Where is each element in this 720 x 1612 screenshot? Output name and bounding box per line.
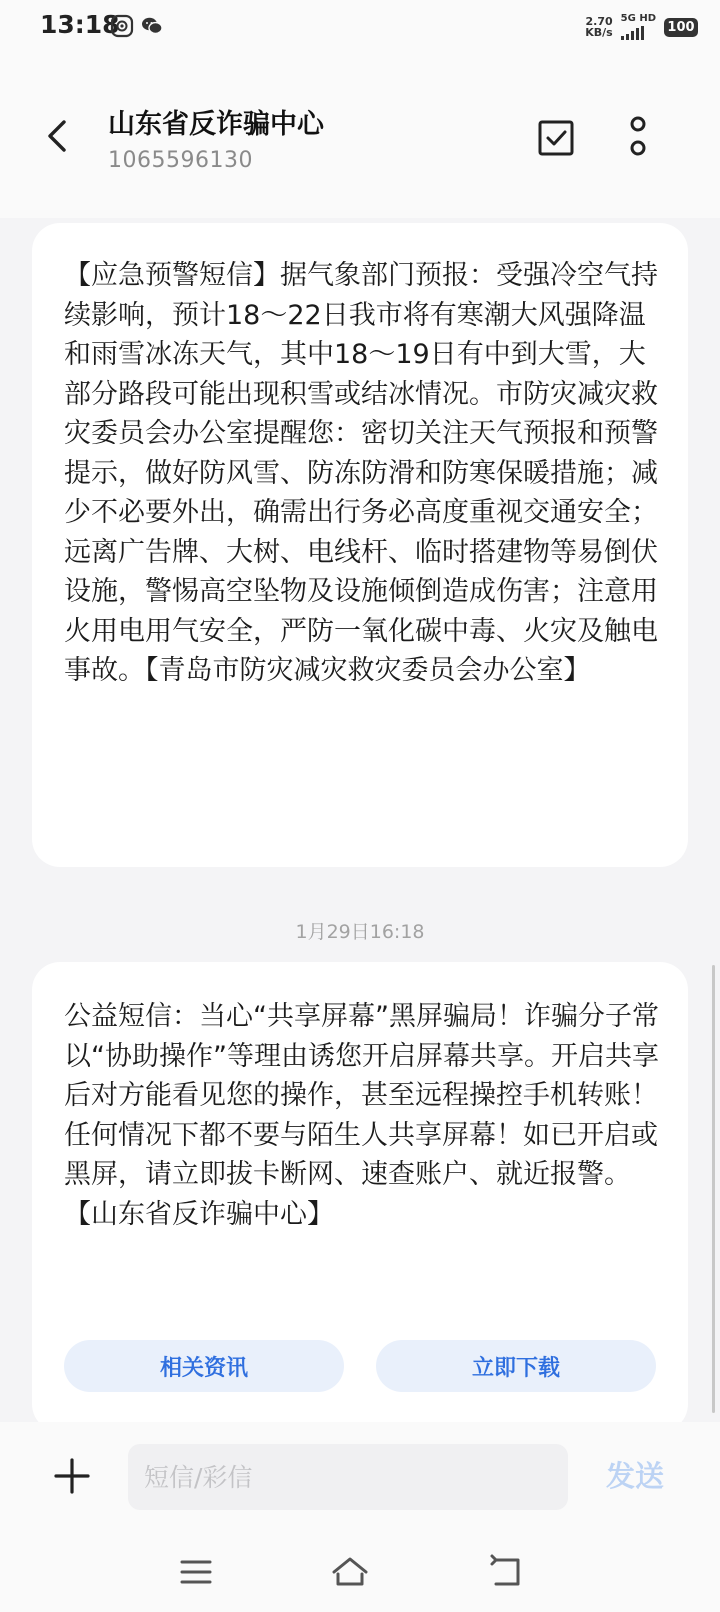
network-speed-value: 2.70 (585, 15, 613, 28)
notification-app-icon (110, 14, 134, 38)
message-text: 【应急预警短信】据气象部门预报：受强冷空气持续影响，预计18～22日我市将有寒潮大风强降温和雨雪冰冻天气，其中18～19日有中到大雪，大部分路段可能出现积雪或结冰情况。市防灾减灾救灾委员会办公室提醒您：密切关注天气预报和预警提示，做好防风雪、防冻防滑和防寒保暖措施；减少不必要外出，确需出行务必高度重视交通安全；远离广告牌、大树、电线杆、临时搭建物等易倒伏设施，警惕高空坠物及设施倾倒造成伤害；注意用火用电用气安全，严防一氧化碳中毒、火灾及触电事故。【青岛市防灾减灾救灾委员会办公室】 (64, 260, 658, 686)
compose-bar (0, 1422, 720, 1534)
status-bar (0, 0, 720, 56)
signal-strength-icon (621, 26, 644, 40)
contact-name: 山东省反诈骗中心 (108, 109, 324, 140)
status-indicators (585, 12, 698, 42)
battery-icon (664, 18, 698, 37)
network-speed (585, 16, 612, 38)
signal-group (621, 14, 656, 40)
message-timestamp: 1月29日16:18 (295, 921, 425, 943)
wechat-icon (140, 14, 164, 38)
home-icon[interactable] (328, 1552, 372, 1592)
related-info-button[interactable]: 相关资讯 (64, 1340, 344, 1392)
add-attachment-button[interactable] (52, 1456, 92, 1496)
conversation-header (0, 56, 720, 218)
send-button[interactable]: 发送 (606, 1459, 665, 1493)
network-speed-unit: KB/s (585, 26, 613, 39)
more-options-button[interactable] (624, 116, 652, 162)
battery-level: 100 (667, 19, 695, 35)
back-button[interactable] (38, 114, 78, 158)
select-messages-button[interactable] (536, 118, 576, 158)
message-actions (64, 1340, 656, 1392)
system-nav-bar (0, 1534, 720, 1612)
network-type: 5G HD (620, 13, 656, 24)
message-text: 公益短信：当心“共享屏幕”黑屏骗局！诈骗分子常以“协助操作”等理由诱您开启屏幕共享。开启共享后对方能看见您的操作，甚至远程操控手机转账！任何情况下都不要与陌生人共享屏幕！如已开启或黑屏，请立即拔卡断网、速查账户、就近报警。【山东省反诈骗中心】 (64, 1001, 659, 1230)
status-time: 13:18 (40, 10, 120, 39)
message-input[interactable] (128, 1444, 568, 1510)
message-bubble[interactable] (32, 962, 688, 1432)
scrollbar[interactable] (712, 965, 715, 1413)
download-now-button[interactable]: 立即下载 (376, 1340, 656, 1392)
back-nav-icon[interactable] (484, 1552, 528, 1592)
menu-icon[interactable] (174, 1552, 218, 1592)
message-bubble[interactable] (32, 223, 688, 867)
contact-number: 1065596130 (108, 148, 253, 173)
